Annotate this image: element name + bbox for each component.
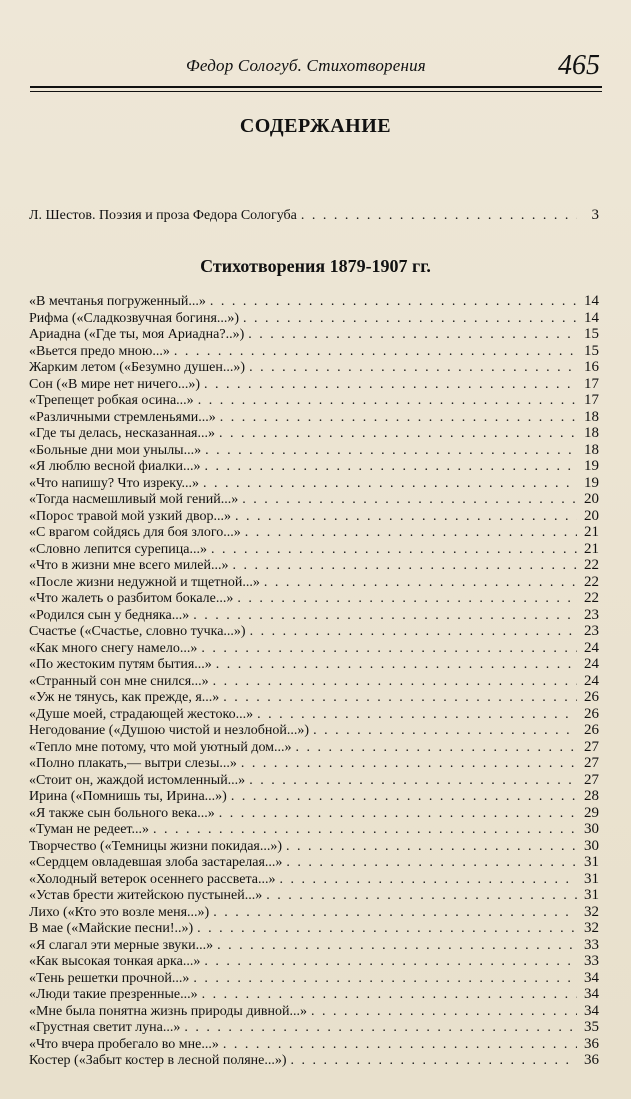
entry-title: «Словно лепится сурепица...»: [29, 541, 207, 557]
dot-leader: [174, 344, 577, 360]
dot-leader: [203, 476, 577, 492]
dot-leader: [264, 575, 577, 591]
entry-title: «После жизни недужной и тщетной...»: [29, 574, 260, 590]
entry-page-number: 18: [584, 408, 599, 425]
entry-page-number: 14: [584, 293, 599, 309]
entry-title: «Устав брести житейскою пустыней...»: [29, 888, 263, 903]
dot-leader: [201, 641, 577, 657]
entry-title: Сон («В мире нет ничего...»): [29, 376, 201, 392]
entry-title: «Порос травой мой узкий двор...»: [29, 508, 231, 524]
entry-title: «По жестоким путям бытия...»: [29, 657, 212, 672]
dot-leader: [248, 327, 577, 343]
entry-page-number: 36: [584, 1035, 599, 1052]
dot-leader: [301, 208, 577, 224]
entry-page-number: 18: [584, 425, 599, 441]
entry-page-number: 24: [584, 656, 599, 672]
entry-page-number: 23: [584, 623, 599, 639]
dot-leader: [242, 492, 577, 508]
dot-leader: [243, 311, 577, 327]
entry-title: «Я слагал эти мерные звуки...»: [29, 937, 214, 953]
entry-title: «В мечтанья погруженный...»: [29, 294, 206, 309]
entry-title: «Сердцем овладевшая злоба застарелая...»: [29, 855, 283, 870]
entry-page-number: 31: [584, 870, 599, 887]
header-rule-thick: [30, 86, 602, 88]
entry-title: «Тогда насмешливый мой гений...»: [29, 492, 239, 507]
entry-title: «Люди такие презренные...»: [29, 987, 198, 1002]
dot-leader: [250, 624, 577, 640]
entry-title: «Тепло мне потому, что мой уютный дом...»: [29, 739, 292, 755]
entry-title: «Больные дни мои унылы...»: [29, 442, 202, 458]
dot-leader: [291, 1053, 577, 1069]
entry-page-number: 34: [584, 1002, 599, 1019]
dot-leader: [213, 905, 577, 921]
entry-page-number: 15: [584, 326, 599, 342]
entry-page-number: 28: [584, 788, 599, 804]
entry-title: В мае («Майские песни!..»): [29, 921, 194, 936]
dot-leader: [249, 360, 577, 376]
dot-leader: [197, 921, 577, 937]
dot-leader: [153, 822, 577, 838]
entry-title: «Я также сын больного века...»: [29, 805, 215, 821]
entry-page-number: 29: [584, 804, 599, 821]
entry-title: Ариадна («Где ты, моя Ариадна?..»): [29, 327, 245, 342]
entry-title: Ирина («Помнишь ты, Ирина...»): [29, 789, 227, 804]
entry-title: «Тень решетки прочной...»: [29, 970, 190, 986]
entry-page-number: 21: [584, 524, 599, 540]
entry-title: «Уж не тянусь, как прежде, я...»: [29, 690, 220, 705]
dot-leader: [223, 690, 577, 706]
entry-title: «Как высокая тонкая арка...»: [29, 954, 201, 969]
dot-leader: [231, 789, 577, 805]
intro-entry-page: 3: [591, 207, 599, 223]
entry-page-number: 30: [584, 837, 599, 854]
entry-page-number: 22: [584, 590, 599, 606]
dot-leader: [286, 855, 577, 871]
entry-page-number: 27: [584, 771, 599, 788]
dot-leader: [184, 1020, 577, 1036]
entry-page-number: 34: [584, 969, 599, 986]
entry-page-number: 19: [584, 458, 599, 474]
dot-leader: [193, 971, 577, 987]
entry-title: «Душе моей, страдающей жестоко...»: [29, 706, 254, 722]
dot-leader: [279, 872, 577, 888]
entry-page-number: 27: [584, 738, 599, 755]
entry-page-number: 27: [584, 755, 599, 771]
entry-title: «Трепещет робкая осина...»: [29, 393, 194, 408]
entry-page-number: 30: [584, 821, 599, 837]
entry-title: Счастье («Счастье, словно тучка...»): [29, 624, 246, 639]
entry-title: «Странный сон мне снился...»: [29, 673, 209, 689]
dot-leader: [213, 674, 577, 690]
entry-title: Рифма («Сладкозвучная богиня...»): [29, 310, 240, 326]
entry-page-number: 16: [584, 359, 599, 375]
dot-leader: [204, 377, 577, 393]
entry-page-number: 15: [584, 342, 599, 359]
dot-leader: [313, 723, 577, 739]
contents-entry: [29, 1052, 599, 1072]
entry-page-number: 17: [584, 375, 599, 392]
dot-leader: [219, 806, 577, 822]
entry-title: «С врагом сойдясь для боя злого...»: [29, 525, 241, 540]
intro-entry: [29, 207, 599, 227]
entry-page-number: 35: [584, 1019, 599, 1035]
entry-page-number: 26: [584, 722, 599, 738]
entry-title: «Различными стремленьями...»: [29, 409, 216, 425]
dot-leader: [249, 773, 577, 789]
dot-leader: [235, 509, 577, 525]
dot-leader: [204, 459, 577, 475]
entry-title: «Холодный ветерок осеннего рассвета...»: [29, 871, 276, 887]
entry-title: Костер («Забыт костер в лесной поляне...»): [29, 1053, 287, 1068]
dot-leader: [217, 938, 577, 954]
entry-page-number: 23: [584, 606, 599, 623]
entry-title: Творчество («Темницы жизни покидая...»): [29, 838, 283, 854]
entry-page-number: 34: [584, 986, 599, 1002]
entry-page-number: 14: [584, 309, 599, 326]
dot-leader: [311, 1004, 577, 1020]
dot-leader: [219, 426, 577, 442]
entry-page-number: 20: [584, 491, 599, 507]
dot-leader: [202, 987, 577, 1003]
dot-leader: [220, 410, 577, 426]
entry-title: «Родился сын у бедняка...»: [29, 607, 190, 623]
entry-title: «Где ты делась, несказанная...»: [29, 426, 215, 441]
header-rule-thin: [30, 91, 602, 92]
dot-leader: [193, 608, 577, 624]
entry-page-number: 32: [584, 903, 599, 920]
entry-page-number: 33: [584, 936, 599, 953]
entry-title: «Что жалеть о разбитом бокале...»: [29, 591, 234, 606]
entry-title: «Грустная светит луна...»: [29, 1020, 181, 1035]
entry-title: «Что напишу? Что изреку...»: [29, 475, 200, 491]
dot-leader: [241, 756, 577, 772]
dot-leader: [237, 591, 577, 607]
entry-title: «Полно плакать,— вытри слезы...»: [29, 756, 237, 771]
entry-title: Лихо («Кто это возле меня...»): [29, 904, 210, 920]
dot-leader: [205, 443, 577, 459]
entry-page-number: 19: [584, 474, 599, 491]
dot-leader: [232, 558, 577, 574]
entry-title: «Я люблю весной фиалки...»: [29, 459, 201, 474]
dot-leader: [223, 1037, 577, 1053]
entry-page-number: 31: [584, 854, 599, 870]
entry-page-number: 33: [584, 953, 599, 969]
entry-page-number: 36: [584, 1052, 599, 1068]
entry-title: Жарким летом («Безумно душен...»): [29, 360, 246, 375]
entry-title: Негодование («Душою чистой и незлобной...»): [29, 723, 310, 738]
entry-page-number: 22: [584, 573, 599, 590]
entry-page-number: 20: [584, 507, 599, 524]
intro-entry-text: Л. Шестов. Поэзия и проза Федора Сологуба: [29, 208, 297, 223]
entry-title: «Мне была понятна жизнь природы дивной...»: [29, 1003, 308, 1019]
entry-page-number: 17: [584, 392, 599, 408]
running-head-title: Федор Сологуб. Стихотворения: [186, 56, 426, 75]
dot-leader: [211, 542, 577, 558]
dot-leader: [216, 657, 577, 673]
dot-leader: [245, 525, 577, 541]
dot-leader: [266, 888, 577, 904]
dot-leader: [198, 393, 577, 409]
entry-title: «Стоит он, жаждой истомленный...»: [29, 772, 246, 788]
dot-leader: [204, 954, 577, 970]
entry-title: «Вьется предо мною...»: [29, 343, 170, 359]
dot-leader: [257, 707, 577, 723]
entry-page-number: 22: [584, 557, 599, 573]
entry-page-number: 24: [584, 639, 599, 656]
page-number: 465: [558, 50, 600, 81]
section-heading: Стихотворения 1879-1907 гг.: [200, 256, 431, 276]
dot-leader: [286, 839, 577, 855]
dot-leader: [210, 294, 577, 310]
entry-title: «Что вчера пробегало во мне...»: [29, 1036, 219, 1052]
dot-leader: [296, 740, 577, 756]
entry-page-number: 26: [584, 689, 599, 705]
entry-page-number: 18: [584, 441, 599, 458]
contents-title: СОДЕРЖАНИЕ: [239, 115, 392, 137]
entry-title: «Как много снегу намело...»: [29, 640, 198, 656]
entry-page-number: 21: [584, 540, 599, 557]
contents-list: [0, 293, 631, 1068]
entry-page-number: 31: [584, 887, 599, 903]
entry-title: «Туман не редеет...»: [29, 822, 149, 837]
entry-title: «Что в жизни мне всего милей...»: [29, 558, 229, 573]
entry-page-number: 24: [584, 672, 599, 689]
entry-page-number: 26: [584, 705, 599, 722]
entry-page-number: 32: [584, 920, 599, 936]
